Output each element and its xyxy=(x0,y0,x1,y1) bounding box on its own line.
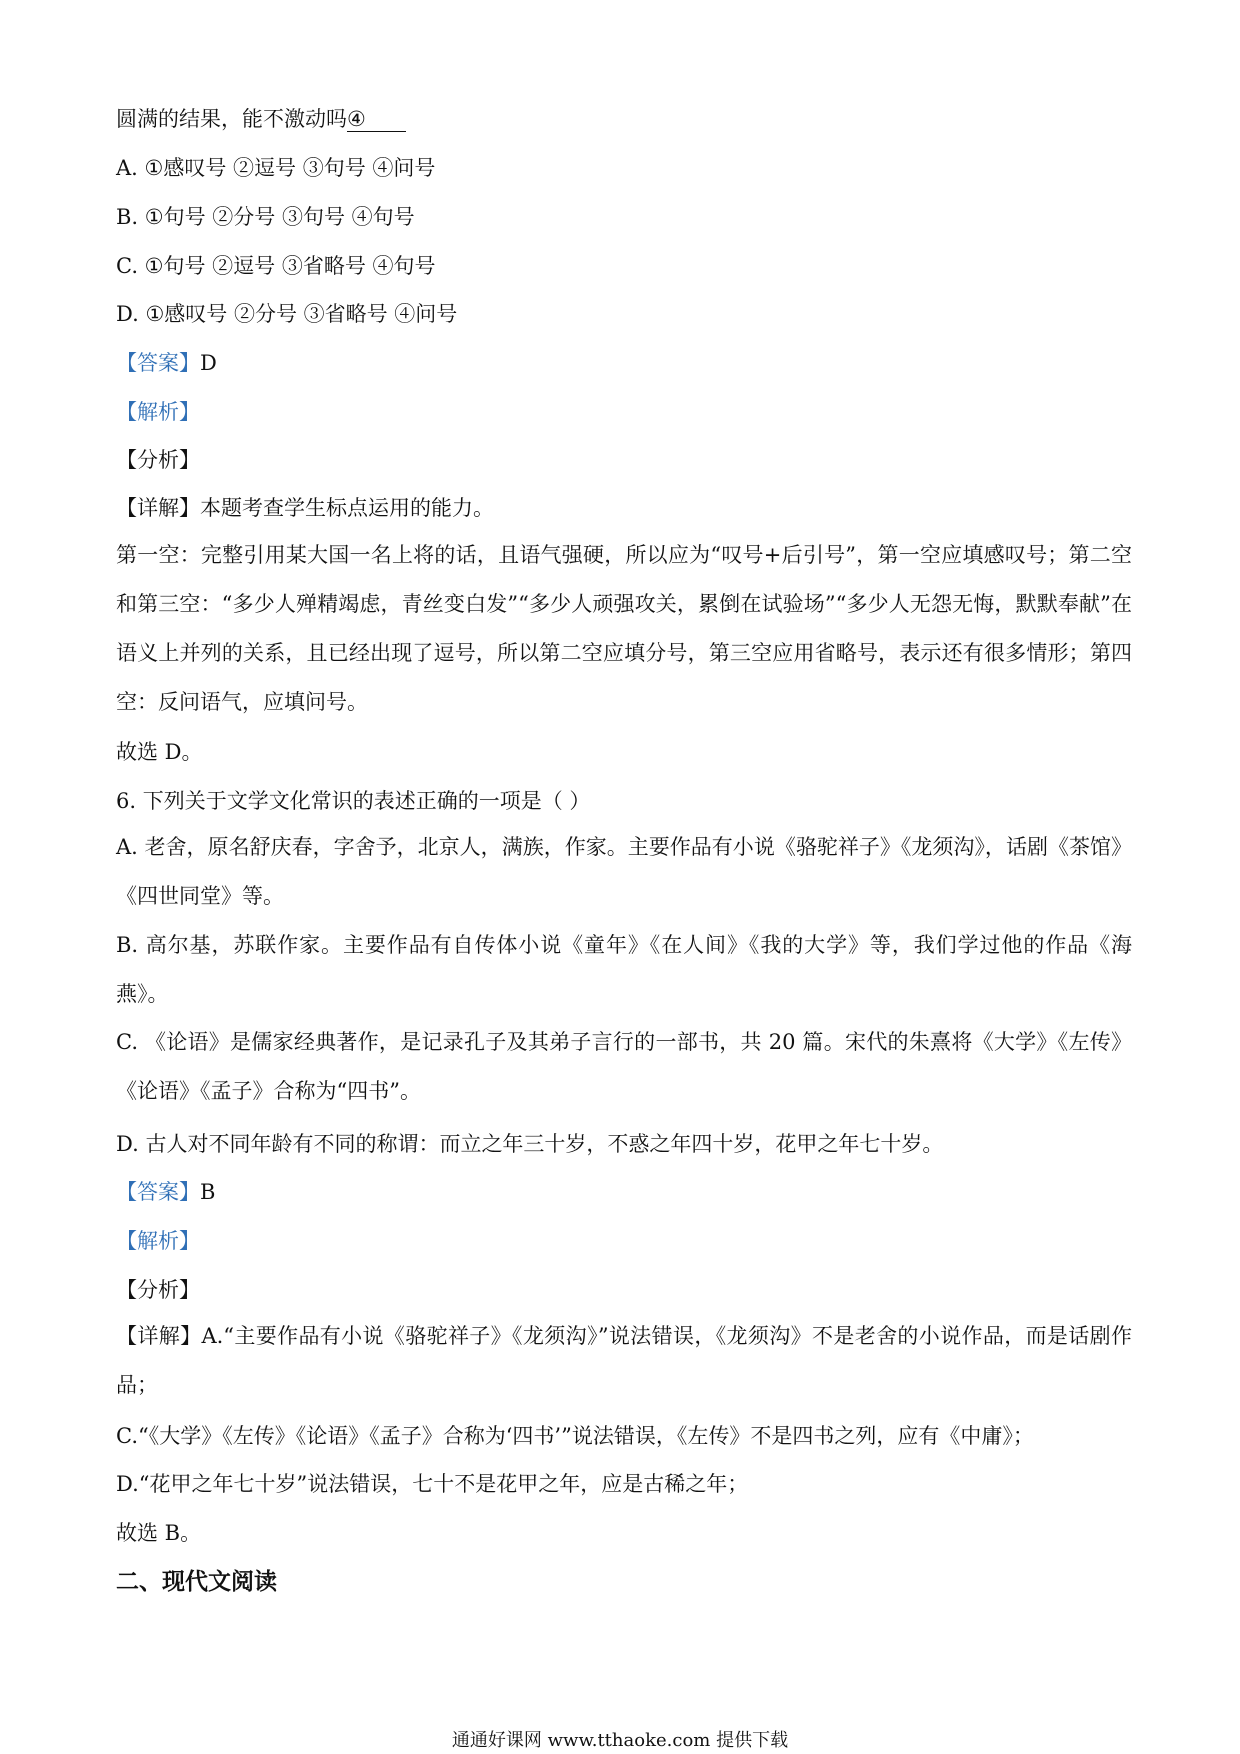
q6-option-b: B. 高尔基，苏联作家。主要作品有自传体小说《童年》《在人间》《我的大学》等，我们学过他的作品《海燕》。 xyxy=(116,933,1132,1006)
q6-stem: 6. 下列关于文学文化常识的表述正确的一项是（ ） xyxy=(116,789,591,813)
q5-conclusion: 故选 D。 xyxy=(116,740,203,764)
q6-detail-d: D.“花甲之年七十岁”说法错误，七十不是花甲之年，应是古稀之年； xyxy=(116,1472,749,1496)
q6-detail-tag: 【详解】 xyxy=(116,1324,202,1348)
q5-detail xyxy=(116,494,494,522)
q5-explanation: 第一空：完整引用某大国一名上将的话，且语气强硬，所以应为“叹号+后引号”，第一空应填感叹号；第二空和第三空：“多少人殚精竭虑，青丝变白发”“多少人顽强攻关，累倒在试验场”“多少人无怨无悔，默默奉献”在语义上并列的关系，且已经出现了逗号，所以第二空应填分号，第三空应用省略号，表示还有很多情形；第四空：反问语气，应填问号。 xyxy=(116,543,1132,714)
q5-blank-4: ④ xyxy=(347,107,406,132)
q6-analysis xyxy=(116,1227,200,1255)
q5-option-a: A. ①感叹号 ②逗号 ③句号 ④问号 xyxy=(116,156,436,180)
q5-stem-end xyxy=(116,105,406,133)
q5-analysis-tag: 【解析】 xyxy=(116,400,200,424)
q6-answer xyxy=(116,1178,215,1206)
q5-fenxi xyxy=(116,446,200,474)
q5-stem-end-text: 圆满的结果，能不激动吗 xyxy=(116,107,347,131)
q5-answer-tag: 【答案】 xyxy=(116,351,200,375)
q6-option-d: D. 古人对不同年龄有不同的称谓：而立之年三十岁，不惑之年四十岁，花甲之年七十岁。 xyxy=(116,1132,944,1156)
q5-option-b: B. ①句号 ②分号 ③句号 ④句号 xyxy=(116,205,415,229)
footer-text: 通通好课网 www.tthaoke.com 提供下载 xyxy=(451,1730,789,1751)
q6-option-c: C. 《论语》是儒家经典著作，是记录孔子及其弟子言行的一部书，共 20 篇。宋代的朱熹将《大学》《左传》《论语》《孟子》合称为“四书”。 xyxy=(116,1030,1132,1103)
q6-fenxi xyxy=(116,1276,200,1304)
q6-fenxi-tag: 【分析】 xyxy=(116,1278,200,1302)
q5-detail-tag: 【详解】 xyxy=(116,496,200,520)
q6-conclusion: 故选 B。 xyxy=(116,1521,202,1545)
q5-option-c: C. ①句号 ②逗号 ③省略号 ④句号 xyxy=(116,254,436,278)
q5-fenxi-tag: 【分析】 xyxy=(116,448,200,472)
q6-answer-tag: 【答案】 xyxy=(116,1180,200,1204)
q5-detail-text: 本题考查学生标点运用的能力。 xyxy=(200,496,494,520)
q6-detail-a-text: A.“主要作品有小说《骆驼祥子》《龙须沟》”说法错误，《龙须沟》不是老舍的小说作品，而是话剧作品； xyxy=(116,1324,1133,1397)
q6-analysis-tag: 【解析】 xyxy=(116,1229,200,1253)
q6-answer-value: B xyxy=(200,1180,216,1204)
q6-detail-a xyxy=(116,1312,1132,1410)
section-heading: 二、现代文阅读 xyxy=(116,1569,277,1595)
q6-detail-c: C.“《大学》《左传》《论语》《孟子》合称为‘四书’”说法错误，《左传》不是四书之列，应有《中庸》； xyxy=(116,1424,1034,1448)
q5-answer xyxy=(116,349,217,377)
q5-analysis xyxy=(116,398,200,426)
q6-option-a: A. 老舍，原名舒庆春，字舍予，北京人，满族，作家。主要作品有小说《骆驼祥子》《龙须沟》，话剧《茶馆》《四世同堂》等。 xyxy=(116,835,1132,908)
q5-answer-value: D xyxy=(200,351,217,375)
q5-option-d: D. ①感叹号 ②分号 ③省略号 ④问号 xyxy=(116,302,458,326)
